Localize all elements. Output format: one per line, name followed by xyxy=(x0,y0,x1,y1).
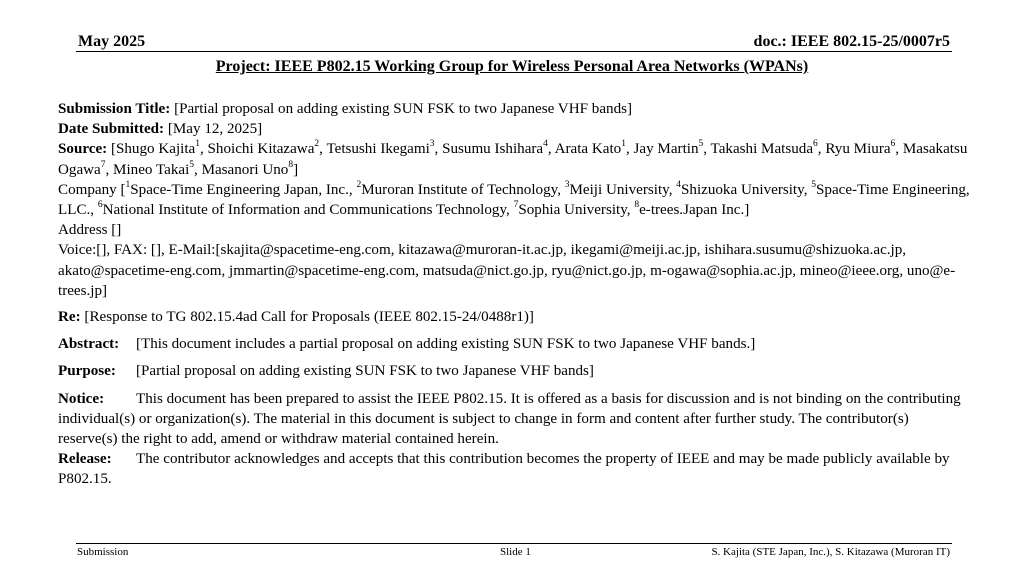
author-name: Mineo Takai xyxy=(113,161,190,178)
footer-slide-number: Slide 1 xyxy=(500,546,531,558)
author-separator: , xyxy=(895,141,903,158)
abstract-line xyxy=(58,334,970,354)
purpose-label: Purpose: xyxy=(58,363,116,380)
company-name: National Institute of Information and Communications Technology xyxy=(102,202,507,219)
author-affiliation-sup: 5 xyxy=(189,159,195,170)
contact-line: Voice:[], FAX: [], E-Mail:[skajita@spacetime-eng.com, kitazawa@muroran-it.ac.jp, ikegami@meiji.ac.jp, ishihara.susumu@shizuoka.ac.jp, akato@spacetime-eng.com, jmmartin@spacetime-eng.com, matsuda@nict.go.jp, ryu@nict.go.jp, m-ogawa@sophia.ac.jp, mineo@ieee.org, uno@e-trees.jp] xyxy=(58,242,956,299)
author-name: Masanori Uno xyxy=(201,161,289,178)
submission-title-value: [Partial proposal on adding existing SUN FSK to two Japanese VHF bands] xyxy=(174,101,633,117)
author-separator: , xyxy=(434,141,443,158)
footer-submission: Submission xyxy=(77,546,129,558)
company-line xyxy=(58,180,970,220)
submission-body xyxy=(58,99,970,490)
author-separator: , xyxy=(194,161,202,178)
company-affiliation-sup: 5 xyxy=(811,179,816,190)
company-affiliation-sup: 8 xyxy=(634,199,640,210)
header-divider xyxy=(76,51,952,52)
author-name: Takashi Matsuda xyxy=(710,141,814,158)
notice-label: Notice: xyxy=(58,390,105,407)
source-line xyxy=(58,139,970,179)
author-separator: , xyxy=(703,141,711,158)
re-value: [Response to TG 802.15.4ad Call for Proposals (IEEE 802.15-24/0488r1)] xyxy=(84,309,534,326)
company-separator: , xyxy=(506,202,514,219)
submission-title-label: Submission Title: xyxy=(58,101,171,117)
author-name: Ryu Miura xyxy=(825,141,891,158)
header-doc-number: doc.: IEEE 802.15-25/0007r5 xyxy=(753,33,950,50)
author-name: Tetsushi Ikegami xyxy=(326,141,430,158)
author-name: Masakatsu Ogawa xyxy=(58,141,968,178)
author-affiliation-sup: 5 xyxy=(698,139,704,150)
author-separator: , xyxy=(547,141,555,158)
author-name: Jay Martin xyxy=(633,141,699,158)
project-title: Project: IEEE P802.15 Working Group for Wireless Personal Area Networks (WPANs) xyxy=(215,58,809,75)
company-separator: , xyxy=(626,202,635,219)
author-affiliation-sup: 1 xyxy=(621,139,626,150)
company-name: Space-Time Engineering Japan, Inc. xyxy=(130,181,349,198)
company-affiliation-sup: 4 xyxy=(676,179,681,190)
footer-authors: S. Kajita (STE Japan, Inc.), S. Kitazawa (Muroran IT) xyxy=(711,546,950,558)
company-affiliation-sup: 3 xyxy=(564,179,570,190)
author-affiliation-sup: 3 xyxy=(429,139,435,150)
author-affiliation-sup: 4 xyxy=(543,139,548,150)
re-label: Re: xyxy=(58,309,81,326)
author-affiliation-sup: 6 xyxy=(890,139,896,150)
company-prefix: Company [ xyxy=(58,181,126,198)
author-name: [Shugo Kajita xyxy=(110,141,196,158)
company-name: Muroran Institute of Technology xyxy=(361,181,558,198)
source-label: Source: xyxy=(58,141,108,158)
author-separator: , xyxy=(817,141,826,158)
date-submitted-label: Date Submitted: xyxy=(58,121,165,138)
date-submitted-value: [May 12, 2025] xyxy=(167,121,263,138)
company-name: Sophia University xyxy=(518,202,627,219)
author-name: Shoichi Kitazawa xyxy=(207,141,315,158)
author-separator: , xyxy=(105,161,114,178)
header-date: May 2025 xyxy=(78,33,146,50)
notice-line xyxy=(58,389,970,450)
notice-value: This document has been prepared to assist the IEEE P802.15. It is offered as a basis for discussion and is not binding on the contributing individual(s) or organization(s). The material in this document is subject to change in form and content after further study. The contributor(s) reserve(s) the right to add, amend or withdraw material contained herein. xyxy=(58,390,961,448)
author-name: Susumu Ishihara xyxy=(442,141,544,158)
author-affiliation-sup: 7 xyxy=(100,159,106,170)
author-affiliation-sup: 1 xyxy=(195,139,200,150)
author-name: Arata Kato xyxy=(554,141,622,158)
purpose-line xyxy=(58,361,970,381)
release-value: The contributor acknowledges and accepts that this contribution becomes the property of IEEE and may be made publicly available by P802.15. xyxy=(58,451,950,488)
address-line: Address [] xyxy=(58,222,122,239)
release-label: Release: xyxy=(58,451,112,468)
company-separator: ] xyxy=(744,202,750,219)
footer-divider xyxy=(76,543,952,544)
company-separator: , xyxy=(90,202,98,219)
purpose-value: [Partial proposal on adding existing SUN FSK to two Japanese VHF bands] xyxy=(136,363,594,380)
company-affiliation-sup: 6 xyxy=(97,199,103,210)
company-name: Space-Time Engineering, LLC. xyxy=(58,181,970,219)
author-affiliation-sup: 2 xyxy=(314,139,320,150)
company-affiliation-sup: 7 xyxy=(513,199,519,210)
abstract-value: [This document includes a partial proposal on adding existing SUN FSK to two Japanese VHF bands.] xyxy=(136,336,756,353)
abstract-label: Abstract: xyxy=(58,336,120,353)
author-affiliation-sup: 8 xyxy=(288,159,294,170)
author-separator: ] xyxy=(293,161,299,178)
re-line xyxy=(58,307,970,327)
company-separator: , xyxy=(557,181,565,198)
date-submitted-line xyxy=(58,119,970,139)
author-affiliation-sup: 6 xyxy=(813,139,818,150)
company-name: Shizuoka University xyxy=(681,181,804,198)
author-separator: , xyxy=(319,141,327,158)
author-separator: , xyxy=(199,141,208,158)
company-affiliation-sup: 1 xyxy=(125,179,131,190)
company-affiliation-sup: 2 xyxy=(356,179,362,190)
company-separator: , xyxy=(803,181,812,198)
author-separator: , xyxy=(625,141,634,158)
submission-title-line xyxy=(58,99,970,119)
company-separator: , xyxy=(348,181,357,198)
company-name: e-trees.Japan Inc. xyxy=(639,202,745,219)
company-separator: , xyxy=(668,181,677,198)
company-name: Meiji University xyxy=(569,181,669,198)
release-line xyxy=(58,449,970,489)
